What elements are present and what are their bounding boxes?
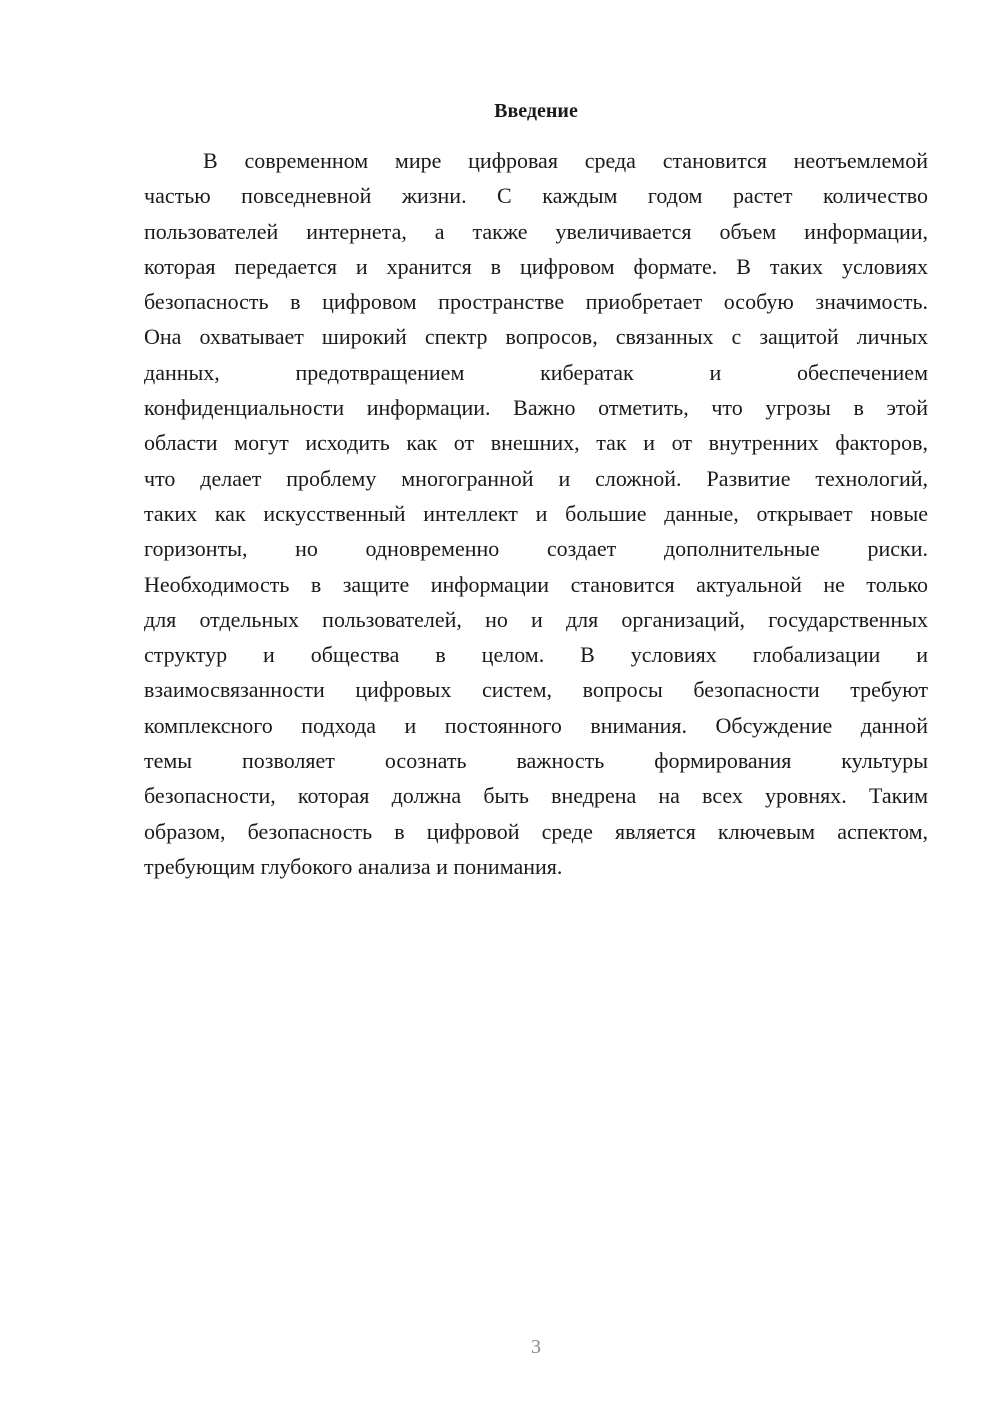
paragraph-line: горизонты, но одновременно создает дополнительные риски.	[144, 536, 928, 562]
intro-paragraph	[144, 143, 928, 884]
paragraph-line: данных, предотвращением кибератак и обеспечением	[144, 359, 928, 385]
paragraph-line: требующим глубокого анализа и понимания.	[144, 853, 563, 879]
paragraph-line: В современном мире цифровая среда становится неотъемлемой	[203, 148, 928, 173]
paragraph-line: образом, безопасность в цифровой среде является ключевым аспектом,	[144, 818, 928, 844]
paragraph-line: безопасность в цифровом пространстве приобретает особую значимость.	[144, 289, 928, 315]
paragraph-line: конфиденциальности информации. Важно отметить, что угрозы в этой	[144, 395, 928, 421]
paragraph-line: темы позволяет осознать важность формирования культуры	[144, 748, 928, 774]
paragraph-line: для отдельных пользователей, но и для организаций, государственных	[144, 606, 928, 632]
paragraph-line: Она охватывает широкий спектр вопросов, связанных с защитой личных	[144, 324, 928, 350]
section-title: Введение	[494, 100, 578, 122]
paragraph-line: области могут исходить как от внешних, так и от внутренних факторов,	[144, 430, 928, 456]
paragraph-line: таких как искусственный интеллект и большие данные, открывает новые	[144, 500, 928, 526]
paragraph-line: комплексного подхода и постоянного внимания. Обсуждение данной	[144, 712, 928, 738]
paragraph-line: безопасности, которая должна быть внедрена на всех уровнях. Таким	[144, 783, 928, 809]
paragraph-line: структур и общества в целом. В условиях глобализации и	[144, 642, 928, 668]
paragraph-line: которая передается и хранится в цифровом формате. В таких условиях	[144, 253, 928, 279]
paragraph-line: что делает проблему многогранной и сложной. Развитие технологий,	[144, 465, 928, 491]
page-number: 3	[531, 1336, 541, 1358]
paragraph-line: взаимосвязанности цифровых систем, вопросы безопасности требуют	[144, 677, 928, 703]
paragraph-line: пользователей интернета, а также увеличивается объем информации,	[144, 218, 928, 244]
paragraph-line: Необходимость в защите информации становится актуальной не только	[144, 571, 928, 597]
paragraph-line: частью повседневной жизни. С каждым годом растет количество	[144, 183, 928, 209]
